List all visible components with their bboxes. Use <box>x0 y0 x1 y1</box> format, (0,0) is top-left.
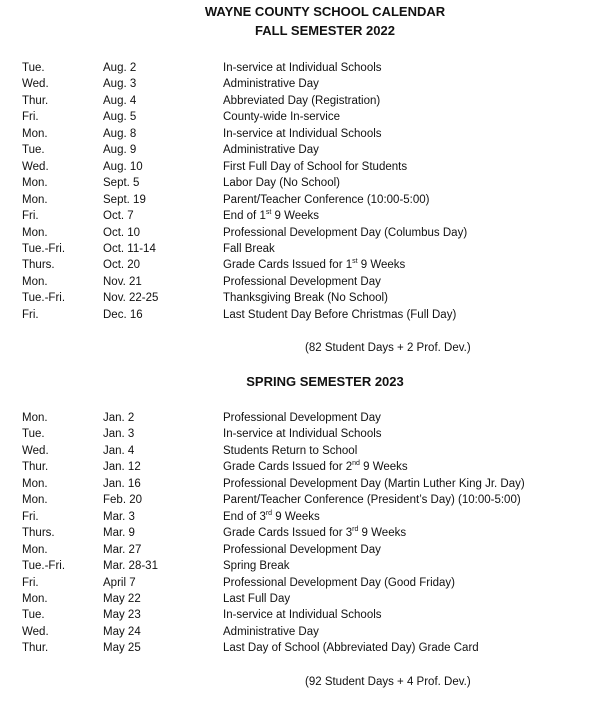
calendar-row <box>0 558 610 574</box>
row-event: Professional Development Day (Columbus Day) <box>223 226 468 239</box>
row-date: May 23 <box>103 609 141 622</box>
row-date: Nov. 22-25 <box>103 292 159 305</box>
row-date: Mar. 3 <box>103 510 135 523</box>
row-day: Mon. <box>22 226 48 239</box>
row-event-text: 9 Weeks <box>271 210 320 223</box>
row-day: Thur. <box>22 461 49 474</box>
row-event: Abbreviated Day (Registration) <box>223 94 381 107</box>
row-date: Aug. 2 <box>103 62 137 74</box>
row-date: May 24 <box>103 625 141 638</box>
calendar-row <box>0 525 610 541</box>
calendar-row <box>0 126 610 142</box>
calendar-row <box>0 476 610 492</box>
row-date: Mar. 27 <box>103 543 142 556</box>
row-event-ordinal: rd <box>265 509 273 517</box>
calendar-row <box>0 459 610 475</box>
row-day: Tue. <box>22 609 45 622</box>
row-event: Fall Break <box>223 242 275 255</box>
row-day: Tue.-Fri. <box>22 292 66 305</box>
row-event: Spring Break <box>223 560 290 573</box>
row-day: Fri. <box>22 210 39 223</box>
calendar-row <box>0 492 610 508</box>
row-event: Professional Development Day (Martin Luther King Jr. Day) <box>223 477 525 490</box>
row-event-text: 9 Weeks <box>357 259 406 272</box>
row-day: Fri. <box>22 576 39 589</box>
row-event-ordinal: st <box>352 258 358 266</box>
row-event <box>223 257 405 273</box>
row-date: Sept. 19 <box>103 193 146 206</box>
row-day: Fri. <box>22 111 39 124</box>
calendar-row <box>0 257 610 273</box>
row-date: Feb. 20 <box>103 494 142 507</box>
row-date: Aug. 9 <box>103 144 137 157</box>
calendar-row <box>0 60 610 76</box>
row-event: Administrative Day <box>223 78 319 91</box>
row-event: In-service at Individual Schools <box>223 609 382 622</box>
row-event-text: End of 1 <box>223 210 266 223</box>
row-event: Professional Development Day (Good Friday) <box>223 576 456 589</box>
row-day: Mon. <box>22 193 48 206</box>
row-date: Nov. 21 <box>103 275 142 288</box>
row-date: Aug. 3 <box>103 78 137 91</box>
calendar-row <box>0 290 610 306</box>
calendar-row <box>0 640 610 656</box>
row-date: Oct. 11-14 <box>103 242 156 255</box>
row-event: Last Full Day <box>223 592 291 605</box>
row-day: Tue. <box>22 144 45 157</box>
row-day: Thur. <box>22 94 49 107</box>
row-event-ordinal: rd <box>352 526 359 534</box>
calendar-title: WAYNE COUNTY SCHOOL CALENDAR <box>204 4 446 19</box>
calendar-row <box>0 241 610 257</box>
row-event-text: Grade Cards Issued for 2 <box>223 461 353 474</box>
row-event <box>223 459 408 475</box>
row-day: Tue. <box>22 62 45 74</box>
spring-summary: (92 Student Days + 4 Prof. Dev.) <box>305 676 471 688</box>
row-date: Sept. 5 <box>103 177 140 190</box>
calendar-row <box>0 591 610 607</box>
row-day: Tue.-Fri. <box>22 242 66 255</box>
fall-summary: (82 Student Days + 2 Prof. Dev.) <box>305 342 471 354</box>
row-event: Administrative Day <box>223 625 319 638</box>
row-event: Students Return to School <box>223 444 358 457</box>
row-day: Wed. <box>22 78 49 91</box>
row-date: May 22 <box>103 592 141 605</box>
row-event: Parent/Teacher Conference (10:00-5:00) <box>223 193 430 206</box>
row-event-ordinal: st <box>265 209 272 217</box>
row-day: Fri. <box>22 308 39 321</box>
row-event-text: 9 Weeks <box>272 510 320 523</box>
calendar-row <box>0 509 610 525</box>
calendar-row <box>0 208 610 224</box>
row-event: Last Student Day Before Christmas (Full Day) <box>223 308 457 321</box>
row-event: First Full Day of School for Students <box>223 160 408 173</box>
row-event: Professional Development Day <box>223 412 381 424</box>
row-event: Parent/Teacher Conference (President’s Day) (10:00-5:00) <box>223 494 521 507</box>
row-event-text: Grade Cards Issued for 3 <box>223 527 353 540</box>
row-day: Mon. <box>22 543 48 556</box>
calendar-row <box>0 307 610 323</box>
row-date: April 7 <box>103 576 136 589</box>
row-day: Thurs. <box>22 527 55 540</box>
row-date: Oct. 10 <box>103 226 141 239</box>
row-event: In-service at Individual Schools <box>223 62 382 74</box>
row-day: Mon. <box>22 592 48 605</box>
row-event: Administrative Day <box>223 144 319 157</box>
row-day: Fri. <box>22 510 39 523</box>
row-day: Tue. <box>22 428 45 441</box>
spring-semester-title: SPRING SEMESTER 2023 <box>246 374 404 389</box>
row-event <box>223 525 406 541</box>
row-event: In-service at Individual Schools <box>223 127 382 140</box>
row-day: Mon. <box>22 477 48 490</box>
row-event: Last Day of School (Abbreviated Day) Grade Card <box>223 642 479 655</box>
row-event-text: Grade Cards Issued for 1 <box>223 259 353 272</box>
row-date: Jan. 4 <box>103 444 135 457</box>
row-event-ordinal: nd <box>352 460 360 468</box>
row-event <box>223 509 320 525</box>
calendar-row <box>0 225 610 241</box>
row-day: Wed. <box>22 625 49 638</box>
row-day: Thurs. <box>22 259 55 272</box>
row-day: Thur. <box>22 642 49 655</box>
row-event-text: End of 3 <box>223 510 266 523</box>
calendar-row <box>0 175 610 191</box>
row-event: Thanksgiving Break (No School) <box>223 292 388 305</box>
row-date: Oct. 7 <box>103 210 134 223</box>
calendar-row <box>0 274 610 290</box>
row-event: Professional Development Day <box>223 543 381 556</box>
row-date: Aug. 10 <box>103 160 143 173</box>
row-day: Mon. <box>22 275 48 288</box>
calendar-row <box>0 624 610 640</box>
row-date: Mar. 28-31 <box>103 560 158 573</box>
calendar-row <box>0 76 610 92</box>
row-day: Wed. <box>22 160 49 173</box>
row-date: Jan. 16 <box>103 477 141 490</box>
row-date: Aug. 5 <box>103 111 137 124</box>
row-day: Tue.-Fri. <box>22 560 66 573</box>
row-date: May 25 <box>103 642 141 655</box>
calendar-row <box>0 142 610 158</box>
calendar-row <box>0 575 610 591</box>
calendar-row <box>0 93 610 109</box>
row-date: Aug. 4 <box>103 94 137 107</box>
row-date: Oct. 20 <box>103 259 141 272</box>
calendar-row <box>0 192 610 208</box>
row-day: Mon. <box>22 177 48 190</box>
row-date: Jan. 2 <box>103 412 135 424</box>
row-event: In-service at Individual Schools <box>223 428 382 441</box>
calendar-row <box>0 607 610 623</box>
row-date: Jan. 3 <box>103 428 135 441</box>
row-event <box>223 208 319 224</box>
row-day: Mon. <box>22 127 48 140</box>
row-day: Wed. <box>22 444 49 457</box>
row-date: Dec. 16 <box>103 308 143 321</box>
calendar-row <box>0 410 610 426</box>
row-date: Aug. 8 <box>103 127 137 140</box>
fall-semester-title: FALL SEMESTER 2022 <box>255 23 395 38</box>
row-day: Mon. <box>22 494 48 507</box>
row-day: Mon. <box>22 412 48 424</box>
row-date: Mar. 9 <box>103 527 135 540</box>
row-event: Professional Development Day <box>223 275 381 288</box>
calendar-row <box>0 426 610 442</box>
row-date: Jan. 12 <box>103 461 141 474</box>
row-event-text: 9 Weeks <box>358 527 407 540</box>
row-event: County-wide In-service <box>223 111 340 124</box>
calendar-row <box>0 159 610 175</box>
row-event: Labor Day (No School) <box>223 177 340 190</box>
calendar-row <box>0 109 610 125</box>
row-event-text: 9 Weeks <box>359 461 408 474</box>
calendar-row <box>0 443 610 459</box>
calendar-row <box>0 542 610 558</box>
